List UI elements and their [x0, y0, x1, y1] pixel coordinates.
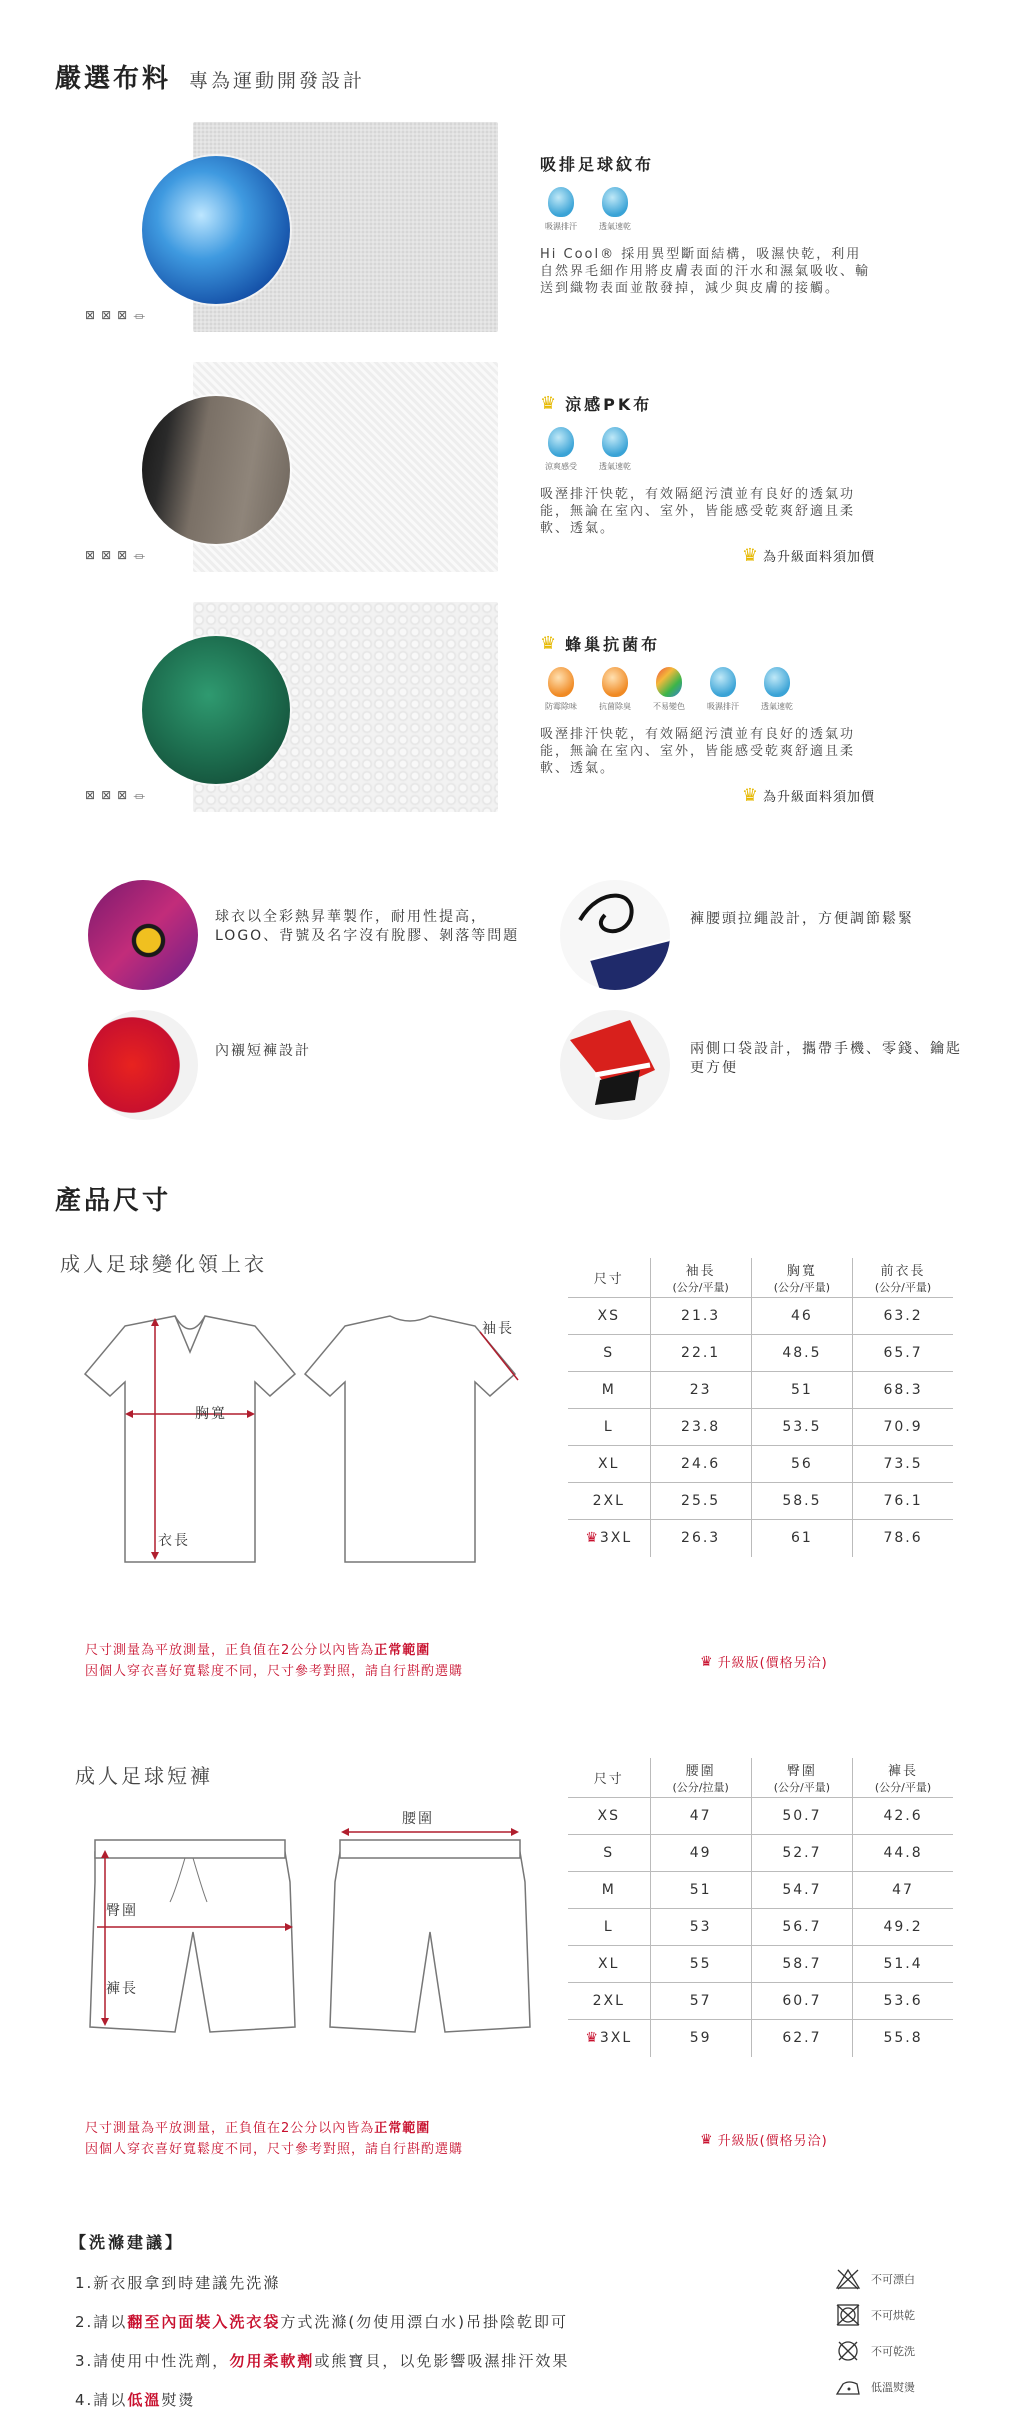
measurement-cell: 53.5 [751, 1409, 852, 1446]
shirt-upgrade-note: ♛ 升級版(價格另洽) [700, 1653, 828, 1671]
breathable-icon: 透氣速乾 [594, 187, 636, 232]
measurement-cell: 60.7 [751, 1983, 852, 2020]
table-row [568, 1872, 953, 1909]
measurement-cell: 59 [650, 2020, 751, 2057]
crown-icon: ♛ [540, 633, 560, 654]
detail-text-3: 內襯短褲設計 [215, 1043, 311, 1059]
table-header: 胸寬 (公分/平量) [751, 1258, 852, 1298]
no-tumble-dry-icon: 不可烘乾 [835, 2304, 915, 2326]
cool-icon: 涼爽感受 [540, 427, 582, 472]
fabric-feature-icons [540, 427, 875, 472]
measurement-cell: 22.1 [650, 1335, 751, 1372]
measurement-cell: 21.3 [650, 1298, 751, 1335]
size-cell: ♛3XL [568, 2020, 650, 2057]
size-cell: 2XL [568, 1483, 650, 1520]
measurement-cell: 58.5 [751, 1483, 852, 1520]
detail-text-1: 球衣以全彩熱昇華製作，耐用性提高，LOGO、背號及名字沒有脫膠、剝落等問題 [215, 909, 520, 944]
size-cell: 2XL [568, 1983, 650, 2020]
fabric-info-2 [540, 392, 875, 566]
care-icons-2 [85, 548, 145, 565]
crown-icon: ♛ [540, 393, 560, 414]
shorts-title: 成人足球短褲 [75, 1764, 213, 1788]
sweat-icon: 吸濕排汗 [702, 667, 744, 712]
no-tumble-dry-icon: ⊠ [101, 308, 112, 322]
wash-line-3: 3.請使用中性洗劑，勿用柔軟劑或熊寶貝，以免影響吸濕排汗效果 [75, 2352, 570, 2370]
wash-instructions [75, 2272, 569, 2410]
measurement-cell: 23 [650, 1372, 751, 1409]
no-bleach-icon: ⊠ [85, 788, 96, 802]
measurement-cell: 56 [751, 1446, 852, 1483]
detail-text-2: 褲腰頭拉繩設計，方便調節鬆緊 [690, 911, 914, 927]
fabric-description: 吸溼排汗快乾，有效隔絕污漬並有良好的透氣功能，無論在室內、室外，皆能感受乾爽舒適且柔軟、透氣。 [540, 487, 856, 536]
fabric-feature-icons [540, 187, 875, 232]
measurement-cell: 55 [650, 1946, 751, 1983]
fabric-description: 吸溼排汗快乾，有效隔絕污漬並有良好的透氣功能，無論在室內、室外，皆能感受乾爽舒適且柔軟、透氣。 [540, 727, 856, 776]
table-header: 尺寸 [593, 1272, 624, 1287]
no-bleach-icon: 不可漂白 [835, 2268, 915, 2290]
colorfast-icon: 不易變色 [648, 667, 690, 712]
shirt-size-table [568, 1258, 953, 1557]
table-row [568, 1983, 953, 2020]
table-row [568, 1946, 953, 1983]
size-cell: M [568, 1872, 650, 1909]
detail-image-inner-shorts [88, 1010, 198, 1120]
sweat-icon: 吸濕排汗 [540, 187, 582, 232]
measurement-cell: 50.7 [751, 1798, 852, 1835]
size-cell: ♛3XL [568, 1520, 650, 1557]
measurement-cell: 49 [650, 1835, 751, 1872]
detail-text-4: 兩側口袋設計，攜帶手機、零錢、鑰匙更方便 [690, 1041, 962, 1076]
table-header: 褲長 (公分/平量) [853, 1758, 953, 1798]
measurement-cell: 68.3 [853, 1372, 953, 1409]
table-row [568, 1409, 953, 1446]
measurement-cell: 47 [853, 1872, 953, 1909]
shorts-note: 尺寸測量為平放測量，正負值在2公分以內皆為正常範圍 因個人穿衣喜好寬鬆度不同，尺寸參考對照，請自行斟酌選購 [85, 2121, 464, 2157]
shorts-label-hip: 臀圍 [106, 1903, 138, 1919]
crown-icon: ♛ [741, 545, 759, 566]
crown-icon: ♛ [585, 2030, 600, 2047]
table-row [568, 1372, 953, 1409]
breathable-icon: 透氣速乾 [756, 667, 798, 712]
measurement-cell: 56.7 [751, 1909, 852, 1946]
low-iron-icon: ⏛ [133, 550, 146, 564]
crown-icon: ♛ [700, 1653, 714, 1670]
table-row [568, 2020, 953, 2057]
size-cell: S [568, 1335, 650, 1372]
shorts-upgrade-note: ♛ 升級版(價格另洽) [700, 2131, 828, 2149]
no-tumble-dry-icon: ⊠ [101, 548, 112, 562]
measurement-cell: 55.8 [853, 2020, 953, 2057]
measurement-cell: 52.7 [751, 1835, 852, 1872]
fabric-closeup-2 [142, 396, 290, 544]
no-dry-clean-icon: ⊠ [117, 548, 128, 562]
shorts-label-length: 褲長 [106, 1981, 138, 1997]
no-dry-clean-icon: ⊠ [117, 788, 128, 802]
fabric-info-1 [540, 152, 875, 297]
detail-image-jersey-logo [88, 880, 198, 990]
fabric-feature-icons [540, 667, 875, 712]
measurement-cell: 46 [751, 1298, 852, 1335]
shirt-title: 成人足球變化領上衣 [60, 1252, 267, 1276]
shorts-diagram [75, 1822, 535, 2042]
size-cell: S [568, 1835, 650, 1872]
table-row [568, 1520, 953, 1557]
crown-icon: ♛ [585, 1530, 600, 1547]
table-row [568, 1798, 953, 1835]
low-iron-icon: ⏛ [133, 310, 146, 324]
measurement-cell: 25.5 [650, 1483, 751, 1520]
measurement-cell: 73.5 [853, 1446, 953, 1483]
no-dry-clean-icon: 不可乾洗 [835, 2340, 915, 2362]
fabric-section-header [55, 58, 365, 95]
measurement-cell: 54.7 [751, 1872, 852, 1909]
table-header: 臀圍 (公分/平量) [751, 1758, 852, 1798]
table-header: 袖長 (公分/平量) [650, 1258, 751, 1298]
low-iron-icon: 低溫熨燙 [835, 2376, 915, 2398]
table-row [568, 1909, 953, 1946]
crown-icon: ♛ [741, 785, 759, 806]
table-row [568, 1446, 953, 1483]
size-cell: XS [568, 1798, 650, 1835]
size-section-title: 產品尺寸 [55, 1186, 172, 1216]
measurement-cell: 65.7 [853, 1335, 953, 1372]
fabric-description: Hi Cool® 採用異型斷面結構，吸濕快乾，利用自然界毛細作用將皮膚表面的汗水和濕氣吸收、輸送到織物表面並散發掉，減少與皮膚的接觸。 [540, 247, 871, 296]
shirt-label-length: 衣長 [158, 1533, 190, 1549]
wash-line-2: 2.請以翻至內面裝入洗衣袋方式洗滌(勿使用漂白水)吊掛陰乾即可 [75, 2313, 569, 2331]
table-header-row [568, 1758, 953, 1798]
upgrade-note: ♛ 為升級面料須加價 [741, 785, 875, 806]
measurement-cell: 24.6 [650, 1446, 751, 1483]
measurement-cell: 61 [751, 1520, 852, 1557]
table-header: 腰圍 (公分/拉量) [650, 1758, 751, 1798]
crown-icon: ♛ [700, 2131, 714, 2148]
shorts-size-table [568, 1758, 953, 2057]
measurement-cell: 51.4 [853, 1946, 953, 1983]
measurement-cell: 51 [650, 1872, 751, 1909]
measurement-cell: 70.9 [853, 1409, 953, 1446]
measurement-cell: 78.6 [853, 1520, 953, 1557]
measurement-cell: 62.7 [751, 2020, 852, 2057]
shorts-label-waist: 腰圍 [402, 1811, 434, 1827]
antibacterial-icon: 抗菌除臭 [594, 667, 636, 712]
measurement-cell: 23.8 [650, 1409, 751, 1446]
measurement-cell: 76.1 [853, 1483, 953, 1520]
measurement-cell: 48.5 [751, 1335, 852, 1372]
odor-icon: 防霉除味 [540, 667, 582, 712]
care-icons-3 [85, 788, 145, 805]
size-cell: L [568, 1909, 650, 1946]
shirt-diagram [70, 1312, 530, 1572]
measurement-cell: 51 [751, 1372, 852, 1409]
fabric-closeup-3 [142, 636, 290, 784]
table-header: 前衣長 (公分/平量) [853, 1258, 953, 1298]
measurement-cell: 49.2 [853, 1909, 953, 1946]
no-dry-clean-icon: ⊠ [117, 308, 128, 322]
table-row [568, 1335, 953, 1372]
measurement-cell: 57 [650, 1983, 751, 2020]
measurement-cell: 63.2 [853, 1298, 953, 1335]
breathable-icon: 透氣速乾 [594, 427, 636, 472]
size-cell: XL [568, 1946, 650, 1983]
measurement-cell: 58.7 [751, 1946, 852, 1983]
no-bleach-icon: ⊠ [85, 308, 96, 322]
no-tumble-dry-icon: ⊠ [101, 788, 112, 802]
measurement-cell: 42.6 [853, 1798, 953, 1835]
table-header-row [568, 1258, 953, 1298]
table-row [568, 1298, 953, 1335]
table-header: 尺寸 [593, 1772, 624, 1787]
fabric-name: 吸排足球紋布 [540, 155, 655, 174]
fabric-name: ♛ 涼感PK布 [540, 393, 653, 414]
table-row [568, 1483, 953, 1520]
measurement-cell: 53 [650, 1909, 751, 1946]
detail-image-drawstring [560, 880, 670, 990]
wash-title: 【洗滌建議】 [70, 2233, 185, 2252]
shirt-label-sleeve: 袖長 [482, 1321, 514, 1337]
shirt-note: 尺寸測量為平放測量，正負值在2公分以內皆為正常範圍 因個人穿衣喜好寬鬆度不同，尺寸參考對照，請自行斟酌選購 [85, 1643, 464, 1679]
table-row [568, 1835, 953, 1872]
fabric-name: ♛ 蜂巢抗菌布 [540, 633, 661, 654]
detail-image-pocket [560, 1010, 670, 1120]
measurement-cell: 47 [650, 1798, 751, 1835]
shirt-label-chest: 胸寬 [195, 1406, 227, 1422]
fabric-info-3 [540, 632, 875, 806]
wash-line-4: 4.請以低溫熨燙 [75, 2391, 196, 2409]
size-cell: M [568, 1372, 650, 1409]
care-icons-1 [85, 308, 145, 325]
fabric-section-title: 嚴選布料 [55, 64, 172, 94]
fabric-section-subtitle: 專為運動開發設計 [189, 70, 366, 92]
upgrade-note: ♛ 為升級面料須加價 [741, 545, 875, 566]
measurement-cell: 44.8 [853, 1835, 953, 1872]
no-bleach-icon: ⊠ [85, 548, 96, 562]
size-cell: XS [568, 1298, 650, 1335]
measurement-cell: 53.6 [853, 1983, 953, 2020]
wash-line-1: 1.新衣服拿到時建議先洗滌 [75, 2274, 281, 2292]
measurement-cell: 26.3 [650, 1520, 751, 1557]
care-legend [835, 2268, 915, 2398]
fabric-closeup-1 [142, 156, 290, 304]
size-cell: XL [568, 1446, 650, 1483]
low-iron-icon: ⏛ [133, 790, 146, 804]
size-cell: L [568, 1409, 650, 1446]
